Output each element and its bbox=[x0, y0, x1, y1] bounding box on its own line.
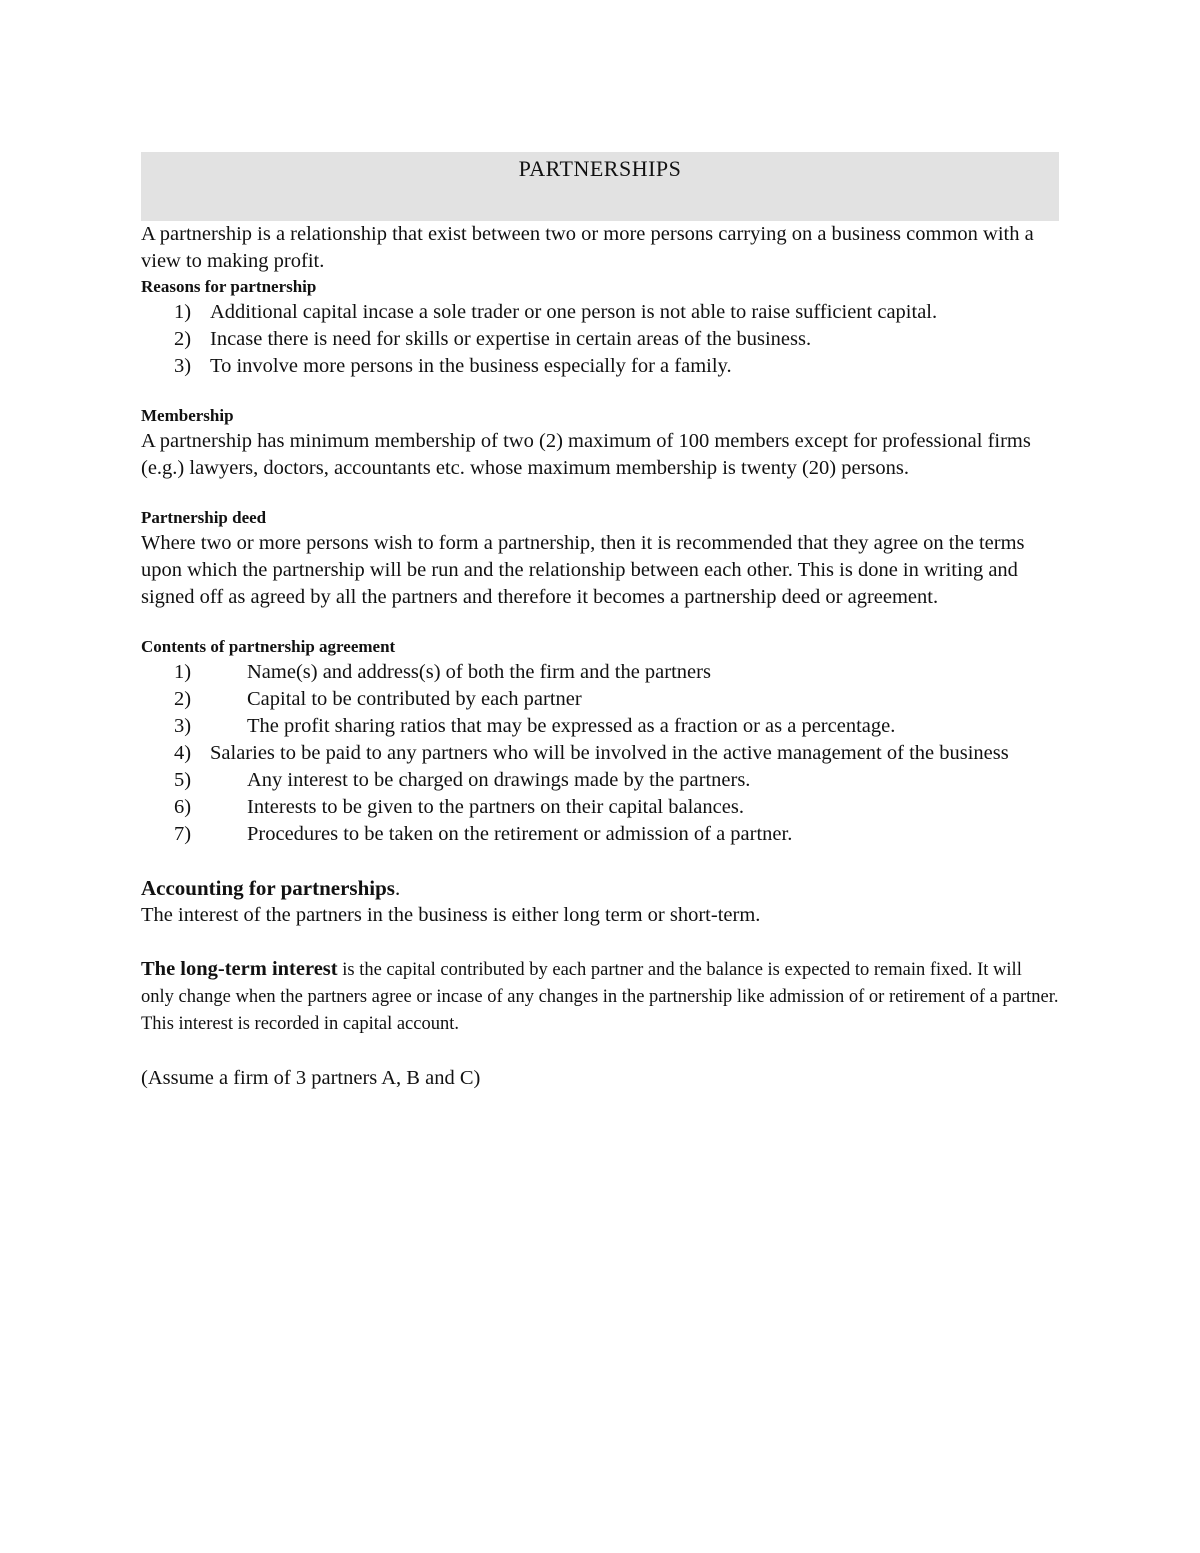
long-term-paragraph bbox=[141, 956, 1059, 1038]
assumption-note: (Assume a firm of 3 partners A, B and C) bbox=[141, 1067, 481, 1089]
list-text: Additional capital incase a sole trader or one person is not able to raise sufficient capital. bbox=[210, 301, 938, 323]
page-title: PARTNERSHIPS bbox=[518, 156, 682, 181]
list-text: Name(s) and address(s) of both the firm and the partners bbox=[247, 661, 711, 683]
list-number: 5) bbox=[174, 769, 192, 791]
list-number: 3) bbox=[174, 355, 192, 377]
document-page bbox=[141, 152, 1059, 1092]
accounting-heading-text: Accounting for partnerships bbox=[141, 876, 395, 900]
list-item bbox=[141, 659, 1059, 686]
long-term-text: is the capital contributed by each partner and the balance is expected to remain fixed. It will only change when the partners agree or incase of any changes in the partnership like admission of or retirement of a partner. This interest is recorded in capital account. bbox=[141, 960, 1059, 1034]
reasons-heading: Reasons for partnership bbox=[141, 277, 317, 296]
list-text: Capital to be contributed by each partner bbox=[247, 688, 582, 710]
list-item bbox=[141, 326, 1059, 353]
contents-heading: Contents of partnership agreement bbox=[141, 637, 396, 656]
accounting-paragraph: The interest of the partners in the business is either long term or short-term. bbox=[141, 904, 761, 926]
deed-heading: Partnership deed bbox=[141, 508, 267, 527]
list-number: 3) bbox=[174, 715, 192, 737]
intro-paragraph: A partnership is a relationship that exist between two or more persons carrying on a business common with a view to making profit. bbox=[141, 223, 1034, 272]
reasons-list bbox=[141, 299, 1059, 380]
list-text: The profit sharing ratios that may be expressed as a fraction or as a percentage. bbox=[247, 715, 896, 737]
list-item bbox=[141, 686, 1059, 713]
list-number: 4) bbox=[174, 742, 192, 764]
list-item bbox=[141, 767, 1059, 794]
list-number: 6) bbox=[174, 796, 192, 818]
list-item bbox=[141, 821, 1059, 848]
list-item bbox=[141, 299, 1059, 326]
list-number: 2) bbox=[174, 328, 192, 350]
list-text: To involve more persons in the business especially for a family. bbox=[210, 355, 732, 377]
list-text: Incase there is need for skills or expertise in certain areas of the business. bbox=[210, 328, 812, 350]
list-number: 7) bbox=[174, 823, 192, 845]
list-item bbox=[141, 353, 1059, 380]
list-item bbox=[141, 740, 1059, 767]
list-item bbox=[141, 713, 1059, 740]
list-text: Interests to be given to the partners on their capital balances. bbox=[247, 796, 744, 818]
accounting-heading-punct: . bbox=[394, 876, 401, 900]
list-number: 1) bbox=[174, 301, 192, 323]
list-text: Procedures to be taken on the retirement or admission of a partner. bbox=[247, 823, 793, 845]
list-number: 2) bbox=[174, 688, 192, 710]
membership-heading: Membership bbox=[141, 406, 234, 425]
list-item bbox=[141, 794, 1059, 821]
membership-paragraph: A partnership has minimum membership of two (2) maximum of 100 members except for professional firms (e.g.) lawyers, doctors, accountants etc. whose maximum membership is twenty (20) persons. bbox=[141, 430, 1031, 479]
long-term-term: The long-term interest bbox=[141, 958, 338, 980]
deed-paragraph: Where two or more persons wish to form a partnership, then it is recommended that they agree on the terms upon which the partnership will be run and the relationship between each other. This is done in writing and signed off as agreed by all the partners and therefore it becomes a partnership deed or agreement. bbox=[141, 532, 1025, 608]
list-text: Any interest to be charged on drawings made by the partners. bbox=[247, 769, 751, 791]
contents-list bbox=[141, 659, 1059, 848]
title-band bbox=[141, 152, 1059, 221]
list-text: Salaries to be paid to any partners who will be involved in the active management of the business bbox=[210, 742, 1009, 764]
list-number: 1) bbox=[174, 661, 192, 683]
accounting-heading bbox=[141, 875, 1059, 902]
